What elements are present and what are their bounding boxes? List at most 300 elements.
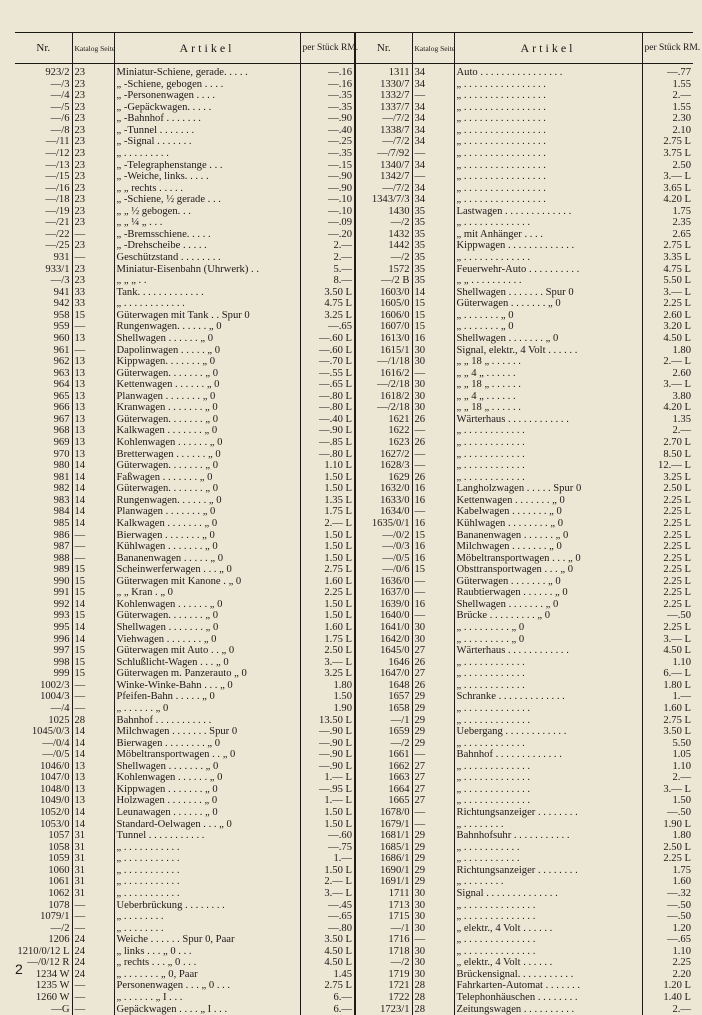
article-name: Kettenwagen . . . . . . „ 0 [114, 379, 300, 391]
item-number: —/13 [15, 160, 72, 172]
item-number: —/4 [15, 703, 72, 715]
item-number: 995 [15, 622, 72, 634]
table-row [15, 183, 693, 195]
unit-price: 1.10 [642, 946, 693, 958]
item-number: —/7/2 [355, 183, 412, 195]
article-name: Milchwagen . . . . . . . Spur 0 [114, 726, 300, 738]
article-name: Fahrkarten-Automat . . . . . . . [454, 980, 642, 992]
catalog-page-ref: — [72, 923, 114, 935]
catalog-page-ref: 30 [412, 957, 454, 969]
table-row [15, 229, 693, 241]
header-nr: Nr. [355, 33, 412, 64]
unit-price: —.60 L [300, 345, 355, 357]
item-number: —/15 [15, 171, 72, 183]
catalog-page-ref: 29 [412, 830, 454, 842]
catalog-page-ref: 29 [412, 865, 454, 877]
article-name: „ . . . . . . „ 0 [114, 703, 300, 715]
catalog-page-ref: 30 [412, 622, 454, 634]
item-number: 980 [15, 460, 72, 472]
table-row [15, 90, 693, 102]
catalog-page-ref: 16 [412, 483, 454, 495]
article-name: „ . . . . . . . . . . . . . . . . [454, 102, 642, 114]
unit-price: —.65 L [300, 379, 355, 391]
catalog-page-ref: 14 [72, 749, 114, 761]
item-number: 1634/0 [355, 506, 412, 518]
article-name: Wärterhaus . . . . . . . . . . . . [454, 645, 642, 657]
article-name: „ . . . . . . . . . . . . . . [454, 900, 642, 912]
item-number: 964 [15, 379, 72, 391]
catalog-page-ref: 15 [412, 564, 454, 576]
article-name: Bananenwagen . . . . . „ 0 [114, 553, 300, 565]
article-name: „ . . . . . . . . . . . [114, 842, 300, 854]
article-name: Planwagen . . . . . . . „ 0 [114, 391, 300, 403]
item-number: —/6 [15, 113, 72, 125]
item-number: 1623 [355, 437, 412, 449]
article-name: Gepäckwagen . . . . „ I . . . [114, 1004, 300, 1015]
item-number: —/5 [15, 102, 72, 114]
unit-price: —.32 [642, 888, 693, 900]
unit-price: 1.75 [642, 865, 693, 877]
item-number: 1661 [355, 749, 412, 761]
article-name: Shellwagen . . . . . . . „ 0 [454, 599, 642, 611]
catalog-page-ref: 23 [72, 206, 114, 218]
catalog-page-ref: 23 [72, 183, 114, 195]
item-number: —/19 [15, 206, 72, 218]
item-number: —/0/6 [355, 564, 412, 576]
item-number: 1657 [355, 691, 412, 703]
article-name: Geschützstand . . . . . . . . [114, 252, 300, 264]
article-name: „ links . . . „ 0 . . . [114, 946, 300, 958]
catalog-page-ref: 13 [72, 333, 114, 345]
unit-price: 2.25 [642, 957, 693, 969]
item-number: 1572 [355, 264, 412, 276]
article-name: „ . . . . . . . . . . . . [454, 460, 642, 472]
article-name: Bananenwagen . . . . . . „ 0 [454, 530, 642, 542]
article-name: Richtungsanzeiger . . . . . . . . [454, 865, 642, 877]
article-name: „ . . . . . . . . . . . . . [454, 784, 642, 796]
article-name: Kühlwagen . . . . . . . „ 0 [114, 541, 300, 553]
item-number: 986 [15, 530, 72, 542]
unit-price: 2.75 L [642, 240, 693, 252]
catalog-page-ref: 34 [412, 160, 454, 172]
item-number: 1639/0 [355, 599, 412, 611]
article-name: „ . . . . . . . . . . . . [454, 680, 642, 692]
catalog-page-ref: 23 [72, 102, 114, 114]
article-name: „ -Personenwagen . . . . [114, 90, 300, 102]
table-row [15, 160, 693, 172]
unit-price: 5.50 L [642, 275, 693, 287]
unit-price: 8.50 L [642, 449, 693, 461]
unit-price: —.15 [300, 160, 355, 172]
table-row [15, 853, 693, 865]
article-name: Güterwagen. . . . . . . „ 0 [114, 368, 300, 380]
catalog-page-ref: 28 [412, 980, 454, 992]
unit-price: 1.80 [642, 345, 693, 357]
unit-price: 1.50 L [300, 541, 355, 553]
unit-price: —.75 [300, 842, 355, 854]
catalog-page-ref: 23 [72, 125, 114, 137]
unit-price: —.55 L [300, 368, 355, 380]
unit-price: 1.05 [642, 749, 693, 761]
article-name: „ „ 4 „ . . . . . . [454, 391, 642, 403]
article-name: Langholzwagen . . . . . Spur 0 [454, 483, 642, 495]
catalog-page-ref: 15 [72, 668, 114, 680]
table-row [15, 691, 693, 703]
catalog-page-ref: 13 [72, 772, 114, 784]
table-row [15, 530, 693, 542]
catalog-page-ref: 30 [412, 888, 454, 900]
item-number: 1641/0 [355, 622, 412, 634]
catalog-page-ref: 30 [412, 946, 454, 958]
unit-price: 4.50 L [642, 645, 693, 657]
item-number: 1025 [15, 715, 72, 727]
item-number: 1621 [355, 414, 412, 426]
catalog-page-ref: 27 [412, 772, 454, 784]
table-row [15, 217, 693, 229]
item-number: 1432 [355, 229, 412, 241]
article-name: Telephonhäuschen . . . . . . . . [454, 992, 642, 1004]
catalog-page-ref: 23 [72, 171, 114, 183]
item-number: 1627/2 [355, 449, 412, 461]
item-number: 960 [15, 333, 72, 345]
unit-price: —.40 L [300, 414, 355, 426]
table-row [15, 437, 693, 449]
table-row [15, 264, 693, 276]
item-number: —/0/3 [355, 541, 412, 553]
unit-price: 2.— [642, 1004, 693, 1015]
article-name: Möbeltransportwagen . . . „ 0 [454, 553, 642, 565]
header-katalog: Katalog Seite [412, 33, 454, 64]
unit-price: 4.75 L [300, 298, 355, 310]
unit-price: —.35 [300, 90, 355, 102]
article-name: „ -Schiene, ½ gerade . . . [114, 194, 300, 206]
item-number: 1234 W [15, 969, 72, 981]
catalog-page-ref: 23 [72, 148, 114, 160]
catalog-page-ref: — [72, 691, 114, 703]
unit-price: 3.— L [642, 634, 693, 646]
item-number: —/7/2 [355, 113, 412, 125]
article-name: „ . . . . . . . . . . . . . . . . [454, 113, 642, 125]
item-number: 1206 [15, 934, 72, 946]
article-name: „ . . . . . . . . . . . . . [454, 795, 642, 807]
table-row [15, 1004, 693, 1015]
item-number: 968 [15, 425, 72, 437]
item-number: 962 [15, 356, 72, 368]
article-name: Kohlenwagen . . . . . . „ 0 [114, 437, 300, 449]
item-number: 1664 [355, 784, 412, 796]
article-name: Schranke . . . . . . . . . . . . . [454, 691, 642, 703]
table-row [15, 819, 693, 831]
catalog-page-ref: — [412, 610, 454, 622]
article-name: „ . . . . . . . . . . . . . . . . [454, 194, 642, 206]
catalog-page-ref: 26 [412, 657, 454, 669]
article-name: Lastwagen . . . . . . . . . . . . . [454, 206, 642, 218]
catalog-page-ref: 13 [72, 356, 114, 368]
item-number: 1642/0 [355, 634, 412, 646]
catalog-page-ref: 14 [72, 483, 114, 495]
item-number: 958 [15, 310, 72, 322]
article-name: Kohlenwagen . . . . . . „ 0 [114, 772, 300, 784]
article-name: „ . . . . . . . . . „ 0 [454, 622, 642, 634]
unit-price: 1.10 [642, 657, 693, 669]
item-number: —/16 [15, 183, 72, 195]
unit-price: 2.25 L [642, 298, 693, 310]
unit-price: 2.— [642, 772, 693, 784]
unit-price: 3.75 L [642, 148, 693, 160]
unit-price: 4.50 L [642, 333, 693, 345]
item-number: 1646 [355, 657, 412, 669]
item-number: 961 [15, 345, 72, 357]
item-number: 1045/0/3 [15, 726, 72, 738]
unit-price: 2.— L [300, 518, 355, 530]
unit-price: —.90 L [300, 425, 355, 437]
table-row [15, 715, 693, 727]
article-name: „ . . . . . . . . . . . . . . [454, 934, 642, 946]
article-name: Bierwagen . . . . . . . . „ 0 [114, 738, 300, 750]
table-row [15, 449, 693, 461]
unit-price: 3.50 L [642, 726, 693, 738]
unit-price: —.65 [642, 934, 693, 946]
item-number: 1079/1 [15, 911, 72, 923]
item-number: 1711 [355, 888, 412, 900]
table-row [15, 772, 693, 784]
item-number: —/4 [15, 90, 72, 102]
table-row [15, 576, 693, 588]
catalog-page-ref: — [412, 749, 454, 761]
article-name: „ mit Anhänger . . . . [454, 229, 642, 241]
table-row [15, 125, 693, 137]
article-name: „ . . . . . . . . . „ 0 [454, 634, 642, 646]
unit-price: 4.20 L [642, 194, 693, 206]
header-price: per Stück RM. [300, 33, 355, 64]
article-name: „ . . . . . . . . . . . . . [454, 217, 642, 229]
catalog-page-ref: — [72, 1004, 114, 1015]
article-name: „ „ 4 „ . . . . . . [454, 368, 642, 380]
table-row [15, 888, 693, 900]
item-number: 1686/1 [355, 853, 412, 865]
unit-price: —.95 L [300, 784, 355, 796]
unit-price: 1.— L [300, 795, 355, 807]
item-number: 1053/0 [15, 819, 72, 831]
item-number: 981 [15, 472, 72, 484]
catalog-page-ref: 35 [412, 229, 454, 241]
item-number: 1058 [15, 842, 72, 854]
article-name: Scheinwerferwagen . . . „ 0 [114, 564, 300, 576]
item-number: 1002/3 [15, 680, 72, 692]
table-row [15, 599, 693, 611]
catalog-page-ref: — [72, 553, 114, 565]
catalog-page-ref: 16 [412, 333, 454, 345]
item-number: 1430 [355, 206, 412, 218]
catalog-page-ref: 30 [412, 402, 454, 414]
article-name: „ . . . . . . . . [114, 923, 300, 935]
table-row [15, 610, 693, 622]
item-number: 1603/0 [355, 287, 412, 299]
catalog-page-ref: — [72, 530, 114, 542]
catalog-page-ref: 28 [412, 1004, 454, 1015]
item-number: 1616/2 [355, 368, 412, 380]
item-number: 1078 [15, 900, 72, 912]
unit-price: 2.— L [642, 356, 693, 368]
table-row [15, 391, 693, 403]
item-number: 1633/0 [355, 495, 412, 507]
catalog-page-ref: 27 [412, 761, 454, 773]
item-number: 984 [15, 506, 72, 518]
table-row [15, 472, 693, 484]
item-number: 965 [15, 391, 72, 403]
item-number: —/2 B [355, 275, 412, 287]
article-name: Güterwagen. . . . . . . „ 0 [114, 414, 300, 426]
item-number: 1618/2 [355, 391, 412, 403]
item-number: 1645/0 [355, 645, 412, 657]
article-name: Brückensignal. . . . . . . . . . . [454, 969, 642, 981]
article-name: Kippwagen. . . . . . . „ 0 [114, 356, 300, 368]
item-number: 1060 [15, 865, 72, 877]
unit-price: 2.70 L [642, 437, 693, 449]
catalog-page-ref: — [412, 148, 454, 160]
catalog-page-ref: 15 [72, 587, 114, 599]
catalog-page-ref: — [412, 576, 454, 588]
table-row [15, 368, 693, 380]
article-name: „ -Tunnel . . . . . . . [114, 125, 300, 137]
catalog-page-ref: 15 [412, 310, 454, 322]
table-row [15, 414, 693, 426]
unit-price: 1.50 L [300, 610, 355, 622]
unit-price: 13.50 L [300, 715, 355, 727]
article-name: Signal . . . . . . . . . . . . . . [454, 888, 642, 900]
article-name: Rungenwagen. . . . . . „ 0 [114, 495, 300, 507]
article-name: „ . . . . . . . „ 0 [454, 310, 642, 322]
catalog-page-ref: 30 [412, 379, 454, 391]
table-row [15, 240, 693, 252]
item-number: 991 [15, 587, 72, 599]
unit-price: 2.50 L [300, 645, 355, 657]
item-number: —G [15, 1004, 72, 1015]
article-name: „ . . . . . . . . . . . [454, 842, 642, 854]
catalog-page-ref: — [72, 252, 114, 264]
unit-price: 4.50 L [300, 946, 355, 958]
item-number: 999 [15, 668, 72, 680]
table-row [15, 194, 693, 206]
catalog-page-ref: 16 [412, 553, 454, 565]
catalog-page-ref: 23 [72, 194, 114, 206]
article-name: Personenwagen . . . „ 0 . . . [114, 980, 300, 992]
item-number: —/8 [15, 125, 72, 137]
article-name: „ . . . . . . . . . . . . [114, 298, 300, 310]
unit-price: —.80 L [300, 391, 355, 403]
unit-price: 2.35 [642, 217, 693, 229]
table-row [15, 980, 693, 992]
article-name: Güterwagen . . . . . . . „ 0 [454, 576, 642, 588]
unit-price: 2.75 L [300, 564, 355, 576]
article-name: Weiche . . . . . . Spur 0, Paar [114, 934, 300, 946]
article-name: „ . . . . . . . . . . . . . . . . [454, 148, 642, 160]
item-number: 1663 [355, 772, 412, 784]
unit-price: 2.60 [642, 368, 693, 380]
table-row [15, 749, 693, 761]
catalog-page-ref: 29 [412, 715, 454, 727]
table-row [15, 379, 693, 391]
unit-price: —.60 L [300, 333, 355, 345]
article-name: Viehwagen . . . . . . . „ 0 [114, 634, 300, 646]
article-name: Bretterwagen . . . . . . „ 0 [114, 449, 300, 461]
catalog-page-ref: 23 [72, 113, 114, 125]
article-name: „ . . . . . . . . . . . . [454, 449, 642, 461]
item-number: 966 [15, 402, 72, 414]
catalog-page-ref: 29 [412, 853, 454, 865]
catalog-page-ref: 34 [412, 113, 454, 125]
unit-price: 1.60 L [300, 622, 355, 634]
catalog-page-ref: 13 [72, 414, 114, 426]
table-row [15, 356, 693, 368]
item-number: —/2/18 [355, 379, 412, 391]
unit-price: 1.50 [642, 795, 693, 807]
catalog-page-ref: 14 [72, 506, 114, 518]
catalog-page-ref: 23 [72, 64, 114, 79]
catalog-page-ref: — [412, 819, 454, 831]
unit-price: —.16 [300, 64, 355, 79]
table-row [15, 807, 693, 819]
catalog-page-ref: — [412, 449, 454, 461]
catalog-page-ref: 24 [72, 946, 114, 958]
item-number: 1311 [355, 64, 412, 79]
table-row [15, 703, 693, 715]
item-number: 1260 W [15, 992, 72, 1004]
catalog-page-ref: 14 [72, 634, 114, 646]
item-number: 1049/0 [15, 795, 72, 807]
unit-price: —.25 [300, 136, 355, 148]
article-name: „ . . . . . . . . . . . [114, 876, 300, 888]
unit-price: 1.40 L [642, 992, 693, 1004]
unit-price: 2.25 L [642, 506, 693, 518]
catalog-page-ref: 31 [72, 888, 114, 900]
item-number: 1613/0 [355, 333, 412, 345]
header-artikel: Artikel [114, 33, 300, 64]
article-name: Möbeltransportwagen . . „ 0 [114, 749, 300, 761]
unit-price: 1.50 L [300, 865, 355, 877]
unit-price: 2.75 L [300, 980, 355, 992]
catalog-page-ref: 23 [72, 217, 114, 229]
catalog-page-ref: 23 [72, 264, 114, 276]
item-number: 996 [15, 634, 72, 646]
catalog-page-ref: — [72, 703, 114, 715]
article-name: Shellwagen . . . . . . . „ 0 [114, 622, 300, 634]
item-number: 987 [15, 541, 72, 553]
article-name: „ -Gepäckwagen. . . . . [114, 102, 300, 114]
article-name: „ . . . . . . . . . . . . . . [454, 946, 642, 958]
table-row [15, 102, 693, 114]
unit-price: 2.60 L [642, 310, 693, 322]
article-name: „ . . . . . . . . . . . . . . . . [454, 160, 642, 172]
item-number: 1716 [355, 934, 412, 946]
article-name: Schlußlicht-Wagen . . . „ 0 [114, 657, 300, 669]
unit-price: —.90 [300, 113, 355, 125]
article-name: Güterwagen . . . . . . . „ 0 [454, 298, 642, 310]
item-number: 1679/1 [355, 819, 412, 831]
item-number: 1605/0 [355, 298, 412, 310]
unit-price: 3.— L [642, 171, 693, 183]
article-name: „ . . . . . . . . . . . [454, 853, 642, 865]
catalog-page-ref: 33 [72, 298, 114, 310]
unit-price: 2.50 L [642, 842, 693, 854]
table-row [15, 946, 693, 958]
table-row [15, 541, 693, 553]
table-row [15, 321, 693, 333]
article-name: „ . . . . . . . . . . . . . [454, 703, 642, 715]
unit-price: 2.75 L [642, 715, 693, 727]
unit-price: —.90 [300, 183, 355, 195]
unit-price: —.90 L [300, 726, 355, 738]
